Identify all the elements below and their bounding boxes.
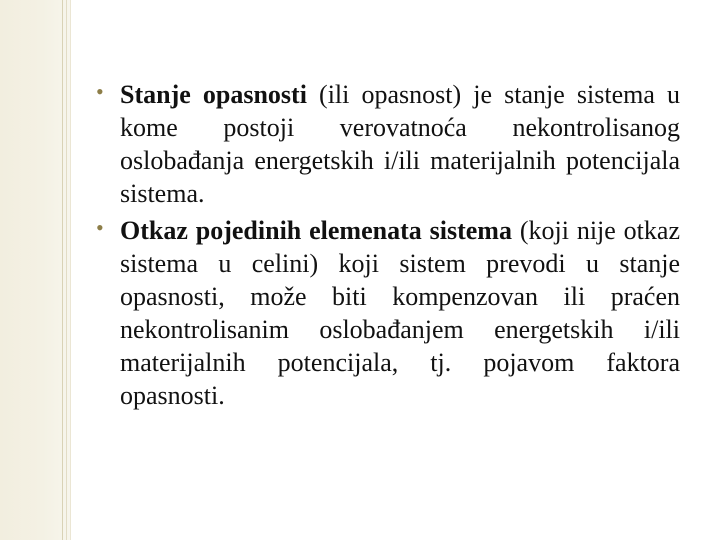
decorative-side-panel xyxy=(0,0,70,540)
bullet-icon: • xyxy=(96,215,104,240)
bullet-item xyxy=(96,214,680,412)
decorative-line xyxy=(62,0,63,540)
bullet-bold-term: Stanje opasnosti xyxy=(120,80,307,109)
decorative-line xyxy=(70,0,71,540)
bullet-text: (ili opasnost) je stanje sistema u kome postoji verovatnoća nekontrolisanog oslobađanja energetskih i/ili materijalnih potencijala sistema. xyxy=(120,80,680,208)
bullet-item xyxy=(96,78,680,210)
decorative-line xyxy=(66,0,67,540)
bullet-bold-term: Otkaz pojedinih elemenata sistema xyxy=(120,216,512,245)
bullet-list xyxy=(96,78,680,416)
bullet-text: (koji nije otkaz sistema u celini) koji sistem prevodi u stanje opasnosti, može biti kompenzovan ili praćen nekontrolisanim oslobađanjem energetskih i/ili materijalnih potencijala, tj. pojavom faktora opasnosti. xyxy=(120,216,680,410)
bullet-icon: • xyxy=(96,79,104,104)
